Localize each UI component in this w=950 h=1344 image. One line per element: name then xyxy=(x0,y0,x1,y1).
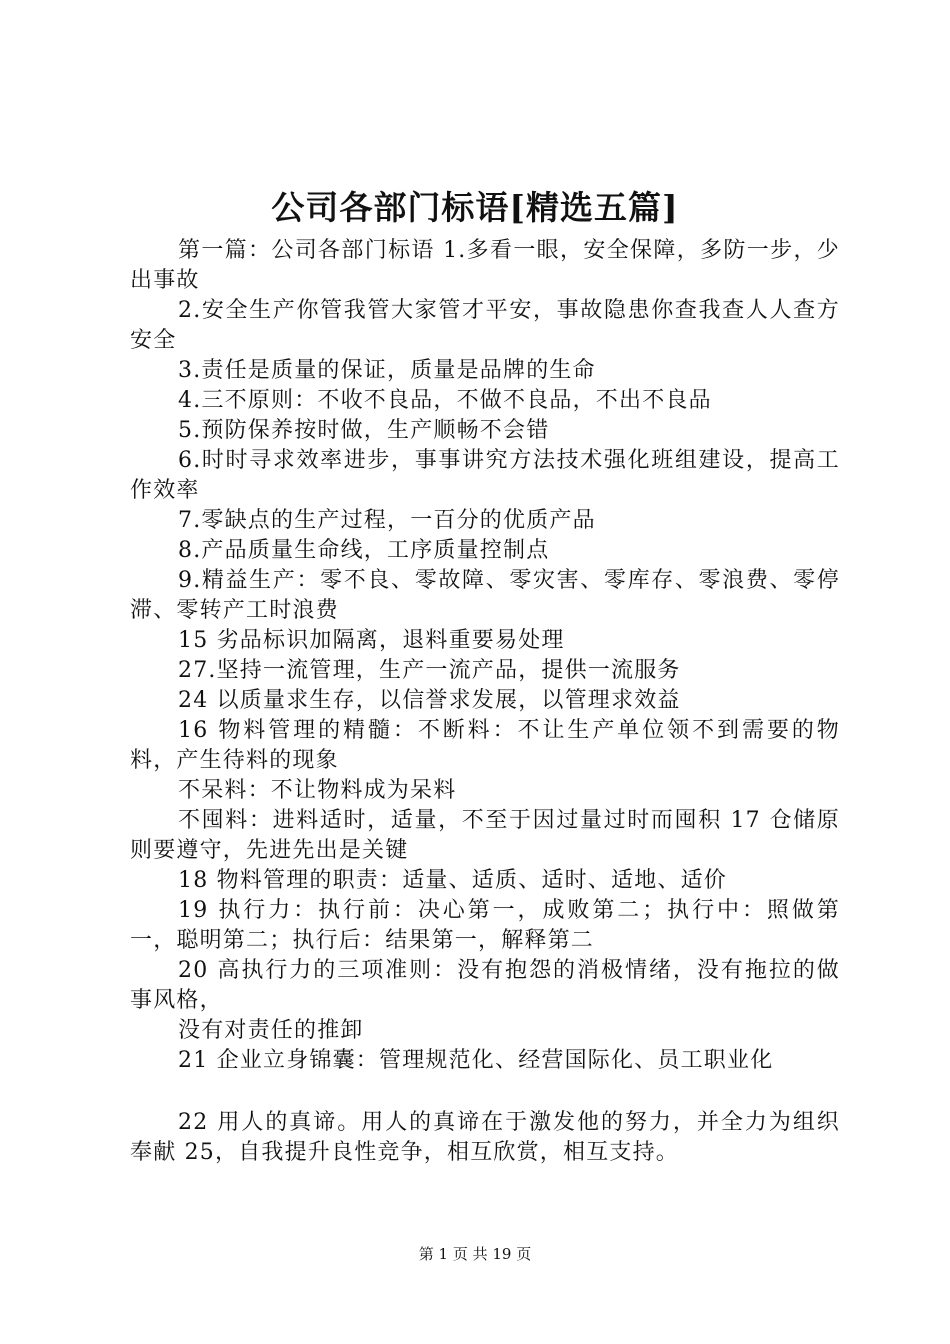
paragraph: 19 执行力：执行前：决心第一，成败第二；执行中：照做第一，聪明第二；执行后：结果第一，解释第二 xyxy=(130,898,840,953)
paragraph: 第一篇：公司各部门标语 1.多看一眼，安全保障，多防一步，少出事故 xyxy=(130,238,840,293)
paragraph: 8.产品质量生命线，工序质量控制点 xyxy=(178,538,550,563)
paragraph: 27.坚持一流管理，生产一流产品，提供一流服务 xyxy=(178,658,681,683)
paragraph: 没有对责任的推卸 xyxy=(178,1018,364,1043)
paragraph: 16 物料管理的精髓：不断料：不让生产单位领不到需要的物料，产生待料的现象 xyxy=(130,718,840,773)
paragraph: 22 用人的真谛。用人的真谛在于激发他的努力，并全力为组织奉献 25，自我提升良性竞争，相互欣赏，相互支持。 xyxy=(130,1110,840,1165)
document-body xyxy=(130,236,840,1168)
paragraph: 20 高执行力的三项准则：没有抱怨的消极情绪，没有拖拉的做事风格， xyxy=(130,958,840,1013)
paragraph: 6.时时寻求效率进步，事事讲究方法技术强化班组建设，提高工作效率 xyxy=(130,448,840,503)
paragraph: 24 以质量求生存，以信誉求发展，以管理求效益 xyxy=(178,688,681,713)
paragraph: 不呆料：不让物料成为呆料 xyxy=(178,778,457,803)
paragraph: 4.三不原则：不收不良品，不做不良品，不出不良品 xyxy=(178,388,712,413)
paragraph: 不囤料：进料适时，适量，不至于因过量过时而囤积 17 仓储原则要遵守，先进先出是关键 xyxy=(130,808,840,863)
paragraph: 5.预防保养按时做，生产顺畅不会错 xyxy=(178,418,550,443)
paragraph: 2.安全生产你管我管大家管才平安，事故隐患你查我查人人查方安全 xyxy=(130,298,840,353)
paragraph: 21 企业立身锦囊：管理规范化、经营国际化、员工职业化 xyxy=(178,1048,774,1073)
document-title: 公司各部门标语[精选五篇] xyxy=(271,188,679,227)
paragraph: 7.零缺点的生产过程，一百分的优质产品 xyxy=(178,508,596,533)
page-footer: 第 1 页 共 19 页 xyxy=(418,1245,532,1263)
paragraph: 9.精益生产：零不良、零故障、零灾害、零库存、零浪费、零停滞、零转产工时浪费 xyxy=(130,568,840,623)
paragraph: 18 物料管理的职责：适量、适质、适时、适地、适价 xyxy=(178,868,727,893)
paragraph: 15 劣品标识加隔离，退料重要易处理 xyxy=(178,628,565,653)
paragraph: 3.责任是质量的保证，质量是品牌的生命 xyxy=(178,358,596,383)
